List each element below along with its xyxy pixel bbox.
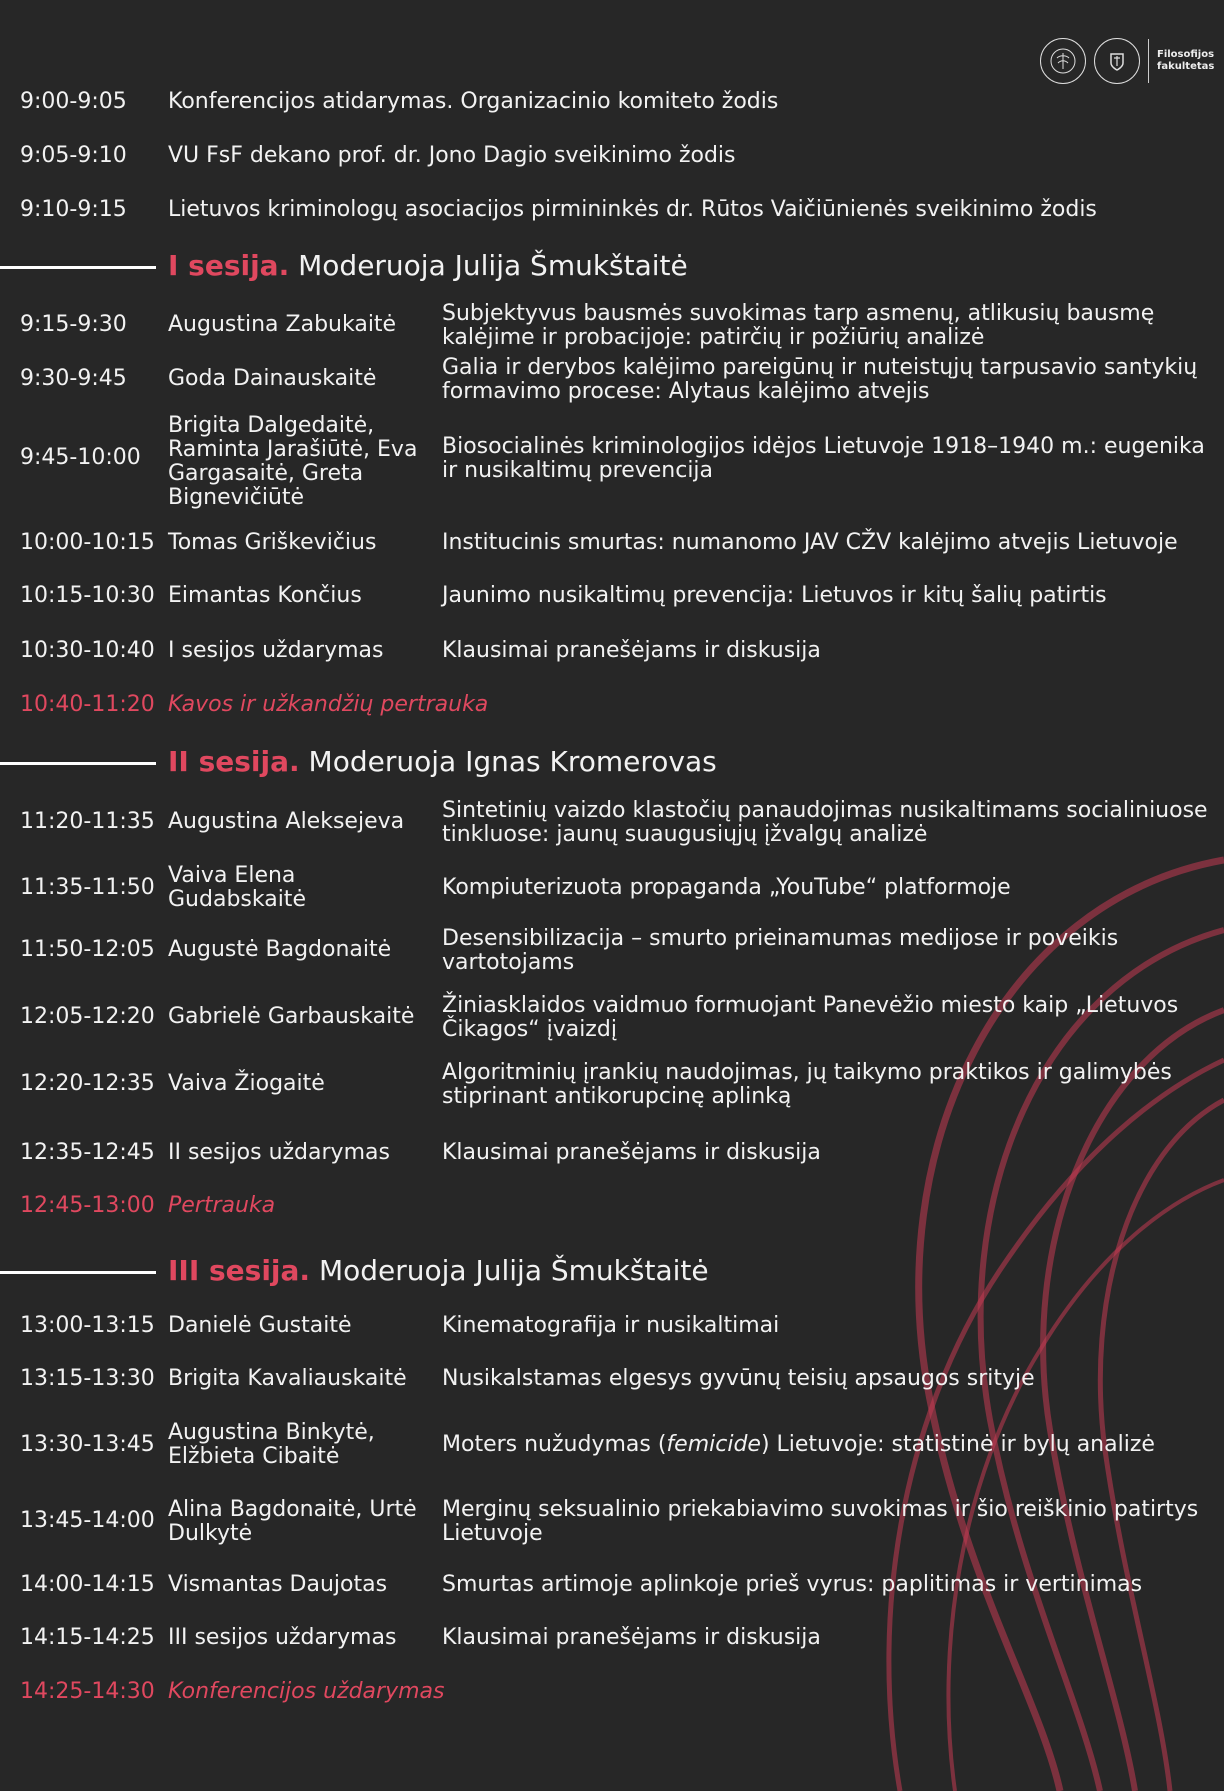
row-speaker: Augustina Binkytė, Elžbieta Cibaitė <box>168 1420 375 1469</box>
break-title: Pertrauka <box>168 1193 276 1218</box>
break-title: Kavos ir užkandžių pertrauka <box>168 692 489 717</box>
row-title: Smurtas artimoje aplinkoje prieš vyrus: paplitimas ir vertinimas <box>442 1572 1143 1597</box>
row-speaker: Vaiva Žiogaitė <box>168 1071 325 1096</box>
row-speaker: Brigita Kavaliauskaitė <box>168 1366 407 1391</box>
row-time: 13:00-13:15 <box>20 1313 155 1338</box>
row-speaker: Augustė Bagdonaitė <box>168 937 392 962</box>
row-title: Klausimai pranešėjams ir diskusija <box>442 638 821 663</box>
header-logos <box>1040 38 1219 84</box>
faculty-crest-icon <box>1094 38 1140 84</box>
row-title: Lietuvos kriminologų asociacijos pirmininkės dr. Rūtos Vaičiūnienės sveikinimo žodis <box>168 197 1097 222</box>
row-title: VU FsF dekano prof. dr. Jono Dagio sveikinimo žodis <box>168 143 736 168</box>
session-label: III sesija. <box>168 1254 311 1287</box>
row-time: 9:45-10:00 <box>20 445 141 470</box>
session-divider-line <box>0 266 156 269</box>
row-title: Institucinis smurtas: numanomo JAV CŽV kalėjimo atvejis Lietuvoje <box>442 530 1178 555</box>
row-time: 10:30-10:40 <box>20 638 155 663</box>
faculty-name: Filosofijos fakultetas <box>1157 49 1215 72</box>
row-time: 10:00-10:15 <box>20 530 155 555</box>
session-header <box>0 1253 1224 1289</box>
break-title: Konferencijos uždarymas <box>168 1679 445 1704</box>
row-title: Nusikalstamas elgesys gyvūnų teisių apsaugos srityje <box>442 1366 1035 1391</box>
session-label: I sesija. <box>168 249 290 282</box>
session-moderator: Moderuoja Julija Šmukštaitė <box>318 1254 709 1287</box>
row-title: Biosocialinės kriminologijos idėjos Lietuvoje 1918–1940 m.: eugenika ir nusikaltimų prevencija <box>442 434 1205 483</box>
row-title: Kompiuterizuota propaganda „YouTube“ platformoje <box>442 875 1011 900</box>
row-time: 11:50-12:05 <box>20 937 155 962</box>
session-label: II sesija. <box>168 745 300 778</box>
title-part: Moters nužudymas ( <box>442 1432 667 1457</box>
session-moderator: Moderuoja Julija Šmukštaitė <box>298 249 688 282</box>
row-title: Desensibilizacija – smurto prieinamumas medijose ir poveikis vartotojams <box>442 926 1119 975</box>
row-speaker: Vaiva Elena Gudabskaitė <box>168 863 306 912</box>
title-part: ) Lietuvoje: statistinė ir bylų analizė <box>760 1432 1155 1457</box>
break-time: 10:40-11:20 <box>20 692 155 717</box>
university-seal-icon <box>1040 38 1086 84</box>
row-speaker: Tomas Griškevičius <box>168 530 377 555</box>
row-time: 13:30-13:45 <box>20 1432 155 1457</box>
row-speaker: Brigita Dalgedaitė, Raminta Jarašiūtė, Eva Gargasaitė, Greta Bignevičiūtė <box>168 413 418 510</box>
row-title: Merginų seksualinio priekabiavimo suvokimas ir šio reiškinio patirtys Lietuvoje <box>442 1497 1199 1546</box>
row-time: 14:15-14:25 <box>20 1625 155 1650</box>
logo-divider <box>1148 39 1149 83</box>
row-speaker: I sesijos uždarymas <box>168 638 384 663</box>
row-speaker: Eimantas Končius <box>168 583 362 608</box>
break-time: 12:45-13:00 <box>20 1193 155 1218</box>
row-title: Konferencijos atidarymas. Organizacinio komiteto žodis <box>168 89 779 114</box>
row-title: Sintetinių vaizdo klastočių panaudojimas nusikaltimams socialiniuose tinkluose: jaunų suaugusiųjų įžvalgų analizė <box>442 798 1208 847</box>
row-time: 12:05-12:20 <box>20 1004 155 1029</box>
row-title: Klausimai pranešėjams ir diskusija <box>442 1625 821 1650</box>
row-speaker: Augustina Aleksejeva <box>168 809 405 834</box>
row-speaker: Augustina Zabukaitė <box>168 312 397 337</box>
session-divider-line <box>0 762 156 765</box>
row-time: 11:20-11:35 <box>20 809 155 834</box>
row-speaker: Vismantas Daujotas <box>168 1572 388 1597</box>
session-moderator: Moderuoja Ignas Kromerovas <box>308 745 717 778</box>
session-divider-line <box>0 1271 156 1274</box>
row-time: 9:15-9:30 <box>20 312 127 337</box>
row-speaker: II sesijos uždarymas <box>168 1140 390 1165</box>
row-time: 9:05-9:10 <box>20 143 127 168</box>
row-title: Žiniasklaidos vaidmuo formuojant Panevėžio miesto kaip „Lietuvos Čikagos“ įvaizdį <box>442 993 1179 1042</box>
row-title: Klausimai pranešėjams ir diskusija <box>442 1140 821 1165</box>
row-speaker: Goda Dainauskaitė <box>168 366 377 391</box>
row-time: 9:10-9:15 <box>20 197 127 222</box>
session-header <box>0 744 1224 780</box>
row-time: 14:00-14:15 <box>20 1572 155 1597</box>
row-time: 12:35-12:45 <box>20 1140 155 1165</box>
row-time: 13:45-14:00 <box>20 1508 155 1533</box>
row-time: 13:15-13:30 <box>20 1366 155 1391</box>
session-header <box>0 248 1224 284</box>
row-time: 9:30-9:45 <box>20 366 127 391</box>
row-title: Algoritminių įrankių naudojimas, jų taikymo praktikos ir galimybės stiprinant antikorupcinę aplinką <box>442 1060 1172 1109</box>
row-time: 11:35-11:50 <box>20 875 155 900</box>
row-title: Galia ir derybos kalėjimo pareigūnų ir nuteistųjų tarpusavio santykių formavimo procese: Alytaus kalėjimo atvejis <box>442 355 1198 404</box>
row-time: 10:15-10:30 <box>20 583 155 608</box>
row-title: Subjektyvus bausmės suvokimas tarp asmenų, atlikusių bausmę kalėjime ir probacijoje: patirčių ir požiūrių analizė <box>442 301 1155 350</box>
row-speaker: Alina Bagdonaitė, Urtė Dulkytė <box>168 1497 417 1546</box>
row-speaker: Gabrielė Garbauskaitė <box>168 1004 415 1029</box>
row-title: Jaunimo nusikaltimų prevencija: Lietuvos ir kitų šalių patirtis <box>442 583 1107 608</box>
break-time: 14:25-14:30 <box>20 1679 155 1704</box>
row-title <box>442 1433 1222 1457</box>
title-emphasis: femicide <box>666 1432 761 1457</box>
row-speaker: Danielė Gustaitė <box>168 1313 352 1338</box>
row-time: 12:20-12:35 <box>20 1071 155 1096</box>
row-speaker: III sesijos uždarymas <box>168 1625 397 1650</box>
row-time: 9:00-9:05 <box>20 89 127 114</box>
row-title: Kinematografija ir nusikaltimai <box>442 1313 780 1338</box>
